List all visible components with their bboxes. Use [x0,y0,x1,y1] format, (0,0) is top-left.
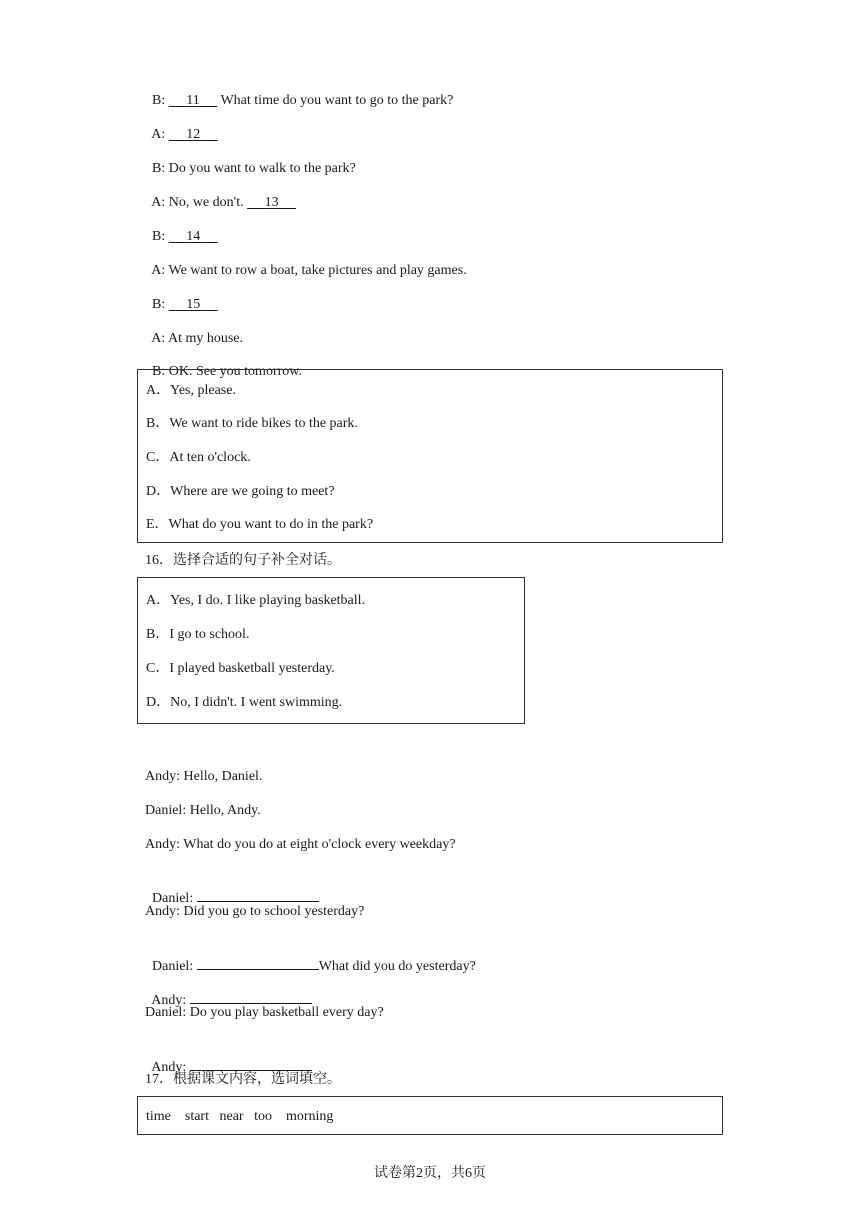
dialogue-line: B: Do you want to walk to the park? [152,161,356,176]
blank-13[interactable]: 13 [264,195,279,210]
option-b: B．We want to ride bikes to the park. [146,416,358,431]
answer-blank[interactable] [197,955,319,970]
dialogue-line-blank: Daniel: [145,869,319,908]
answer-blank[interactable] [190,989,312,1004]
dialogue-line: A: We want to row a boat, take pictures and play games. [151,263,467,278]
blank-11[interactable]: 11 [186,93,200,108]
option-a: A．Yes, I do. I like playing basketball. [146,593,366,608]
word-bank: time start near too morning [146,1109,334,1124]
option-a: A．Yes, please. [146,383,236,398]
answer-blank[interactable] [197,887,319,902]
dialogue-line-11: B: 11 What time do you want to go to the park? [152,93,454,108]
answer-blank[interactable] [190,1056,312,1071]
option-c: C．I played basketball yesterday. [146,661,335,676]
blank-14[interactable]: 14 [186,229,201,244]
page-footer: 试卷第2页，共6页 [374,1166,486,1181]
option-c: C．At ten o'clock. [146,450,251,465]
option-d: D．No, I didn't. I went swimming. [146,695,343,710]
dialogue-line-14: B: 14 [145,210,218,246]
question-16-title: 16．选择合适的句子补全对话。 [145,553,341,568]
dialogue-line-15: B: 15 [145,278,218,314]
dialogue-line-12: A: 12 [145,108,218,144]
blank-12[interactable]: 12 [186,127,201,142]
option-e: E．What do you want to do in the park? [146,517,374,532]
dialogue-line-blank: Andy: [145,1038,312,1077]
dialogue-line: Andy: Hello, Daniel. [145,769,263,784]
dialogue-line: B: OK. See you tomorrow. [152,364,302,379]
dialogue-line-blank: Daniel: What did you do yesterday? [145,937,476,976]
dialogue-line: Andy: What do you do at eight o'clock every weekday? [145,837,456,852]
dialogue-line: Andy: Did you go to school yesterday? [145,904,365,919]
dialogue-line: A: At my house. [151,331,244,346]
option-d: D．Where are we going to meet? [146,484,335,499]
dialogue-line-13: A: No, we don't. 13 [145,176,296,212]
options-box-16 [137,577,525,724]
option-b: B．I go to school. [146,627,250,642]
dialogue-line: Daniel: Hello, Andy. [145,803,261,818]
dialogue-line-blank: Andy: [145,971,312,1010]
options-box-1 [137,369,723,543]
question-17-title: 17．根据课文内容，选词填空。 [145,1072,341,1087]
blank-15[interactable]: 15 [186,297,201,312]
dialogue-line: Daniel: Do you play basketball every day? [145,1005,384,1020]
word-bank-box [137,1096,723,1135]
